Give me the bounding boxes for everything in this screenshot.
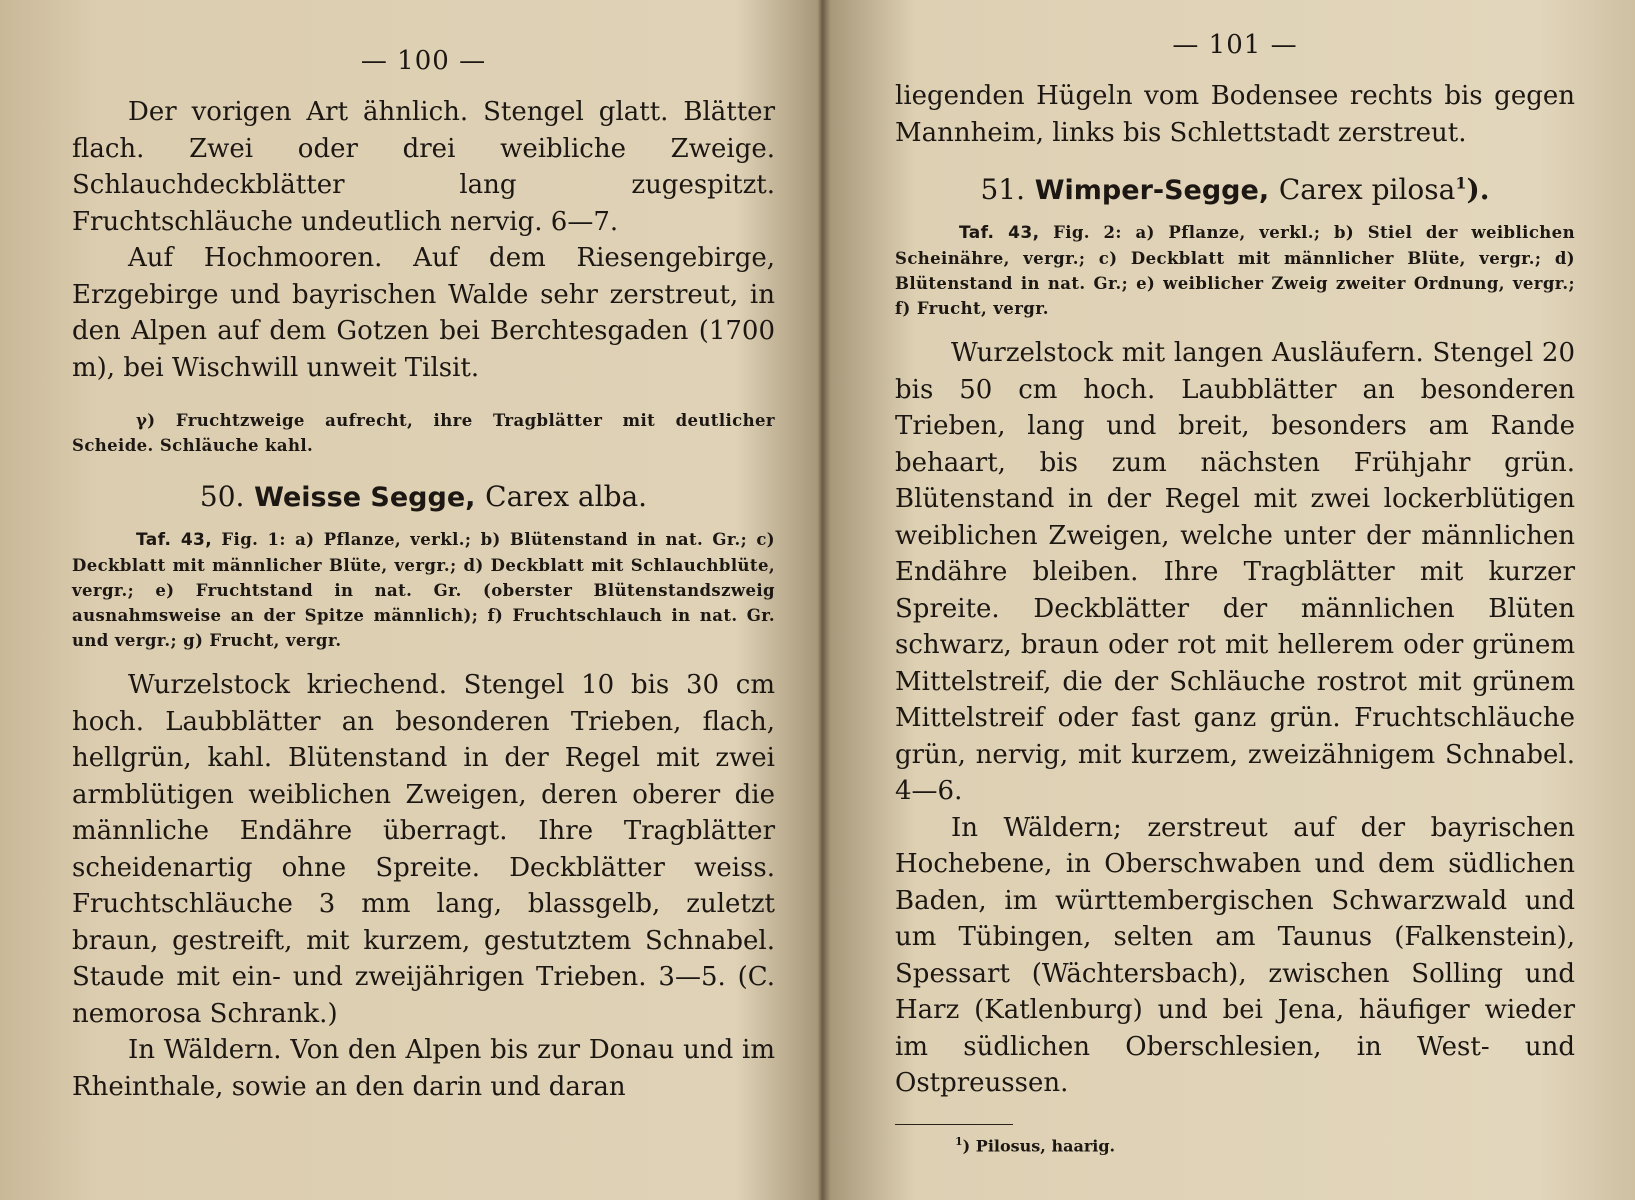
- paragraph: Wurzelstock mit langen Ausläufern. Stengel 20 bis 50 cm hoch. Laubblätter an besonderen Trieben, lang und breit, besonders am Rande behaart, bis zum nächsten Frühjahr grün. Blütenstand in der Regel mit zwei lockerblütigen weiblichen Zweigen, welche unter der männlichen Endähre bleiben. Ihre Tragblätter mit kurzer Spreite. Deckblätter der männlichen Blüten schwarz, braun oder rot mit hellerem oder grünem Mittelstreif, die der Schläuche rostrot mit grünem Mittelstreif oder fast ganz grün. Fruchtschläuche grün, nervig, mit kurzem, zweizähnigem Schnabel. 4—6.: [895, 338, 1575, 806]
- footnote-mark: 1: [955, 1134, 963, 1148]
- paragraph: Wurzelstock kriechend. Stengel 10 bis 30 cm hoch. Laubblätter an besonderen Trieben, flach, hellgrün, kahl. Blütenstand in der Regel mit zwei armblütigen weiblichen Zweigen, deren oberer die männliche Endähre überragt. Ihre Tragblätter scheidenartig ohne Spreite. Deckblätter weiss. Fruchtschläuche 3 mm lang, blassgelb, zuletzt braun, gestreift, mit kurzem, gestutztem Schnabel. Staude mit ein- und zweijährigen Trieben. 3—5. (C. nemorosa Schrank.): [72, 670, 775, 1029]
- plate-reference: [72, 527, 775, 653]
- species-heading: [72, 480, 775, 513]
- footnote-text: ) Pilosus, haarig.: [962, 1135, 1116, 1155]
- plate-text: Fig. 1: a) Pflanze, verkl.; b) Blütenstand in nat. Gr.; c) Deckblatt mit männlicher Blüte, vergr.; d) Deckblatt mit Schlauchblüte, vergr.; e) Fruchtstand in nat. Gr. (oberster Blütenstandszweig ausnahmsweise an der Spitze männlich); f) Fruchtschlauch in nat. Gr. und vergr.; g) Frucht, vergr.: [72, 530, 775, 650]
- paragraph: In Wäldern. Von den Alpen bis zur Donau und im Rheinthale, sowie an den darin und daran: [72, 1035, 775, 1102]
- right-page: [835, 0, 1635, 1200]
- page-number: — 100 —: [360, 46, 487, 76]
- species-heading: [895, 173, 1575, 206]
- plate-label: Taf. 43,: [136, 530, 213, 550]
- page-number: — 101 —: [1172, 30, 1298, 60]
- paragraph: Auf Hochmooren. Auf dem Riesengebirge, Erzgebirge und bayrischen Walde sehr zerstreut, in den Alpen auf dem Gotzen bei Berchtesgaden (1700 m), bei Wischwill unweit Tilsit.: [72, 243, 775, 383]
- paragraph: Der vorigen Art ähnlich. Stengel glatt. Blätter flach. Zwei oder drei weibliche Zweige. Schlauchdeckblätter lang zugespitzt. Fruchtschläuche undeutlich nervig. 6—7.: [72, 97, 775, 237]
- paragraph: liegenden Hügeln vom Bodensee rechts bis gegen Mannheim, links bis Schlettstadt zerstreut.: [895, 81, 1575, 148]
- footnote-rule: [895, 1124, 1013, 1125]
- species-number: 51.: [980, 173, 1026, 206]
- species-german-name: Weisse Segge,: [254, 482, 476, 513]
- species-latin-name: Carex alba.: [485, 480, 648, 513]
- variety-note: γ) Fruchtzweige aufrecht, ihre Tragblätter mit deutlicher Scheide. Schläuche kahl.: [72, 411, 775, 455]
- plate-label: Taf. 43,: [959, 223, 1040, 243]
- plate-reference: [895, 220, 1575, 321]
- species-latin-name: Carex pilosa: [1278, 173, 1456, 206]
- footnote-mark: 1: [1455, 173, 1467, 193]
- species-number: 50.: [199, 480, 245, 513]
- paragraph: In Wäldern; zerstreut auf der bayrischen Hochebene, in Oberschwaben und dem südlichen Baden, im württembergischen Schwarzwald und um Tübingen, selten am Taunus (Falkenstein), Spessart (Wächtersbach), zwischen Solling und Harz (Katlenburg) und bei Jena, häufiger wieder im südlichen Oberschlesien, in West- und Ostpreussen.: [895, 812, 1575, 1098]
- footnote: [955, 1135, 1575, 1155]
- left-page: [0, 0, 815, 1200]
- plate-text: Fig. 2: a) Pflanze, verkl.; b) Stiel der weiblichen Scheinähre, vergr.; c) Deckblatt mit männlicher Blüte, vergr.; d) Blütenstand in nat. Gr.; e) weiblicher Zweig zweiter Ordnung, vergr.; f) Frucht, vergr.: [895, 223, 1575, 318]
- species-german-name: Wimper-Segge,: [1034, 175, 1270, 206]
- heading-end: ).: [1466, 173, 1490, 206]
